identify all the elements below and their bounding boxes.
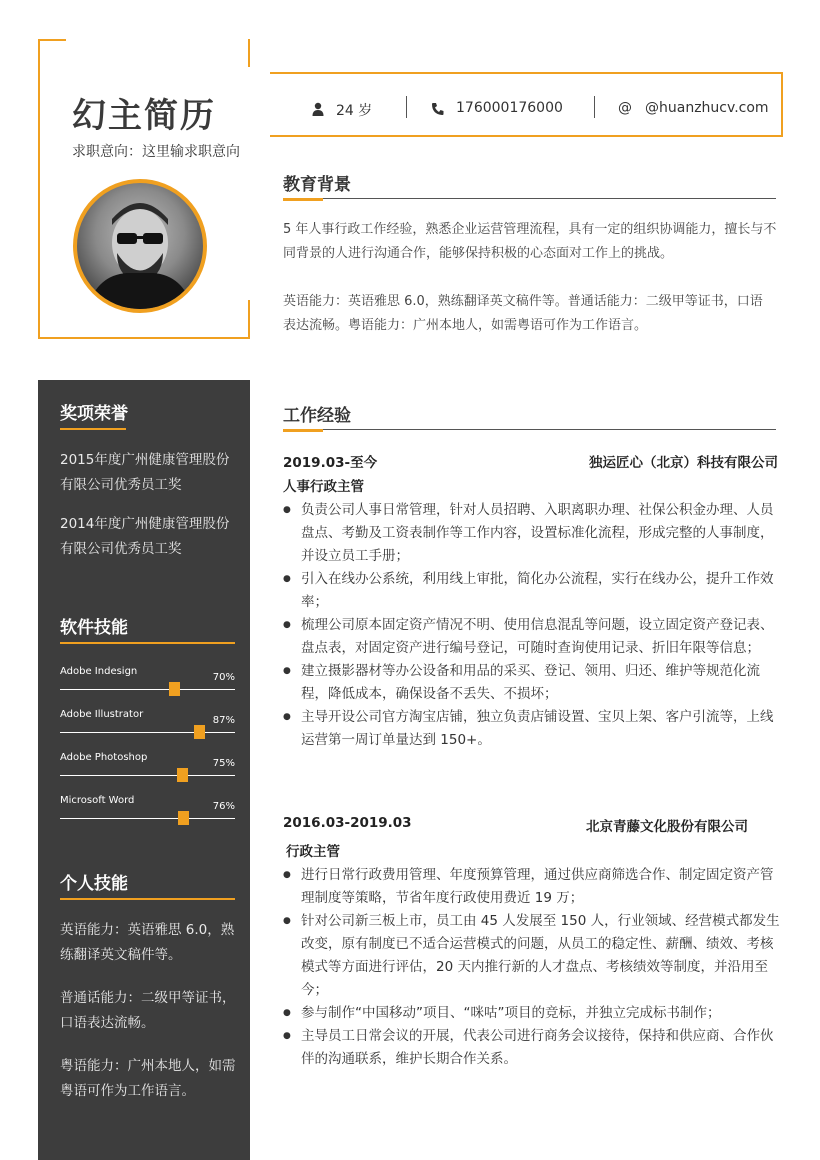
job-duty-item: ● 建立摄影器材等办公设备和用品的采买、登记、领用、归还、维护等规范化流程，降低成本，确保设备不丢失、不损坏； <box>281 660 780 706</box>
job-role: 行政主管 <box>286 844 340 860</box>
award-item: 2015年度广州健康管理股份有限公司优秀员工奖 <box>60 452 230 493</box>
job-duty-item: ● 主导员工日常会议的开展，代表公司进行商务会议接待，保持和供应商、合作伙伴的沟通联系，维护长期合作关系。 <box>281 1025 780 1071</box>
job-date: 2016.03-2019.03 <box>283 815 412 831</box>
skill-name: Adobe Photoshop <box>60 752 148 763</box>
job-duties-list <box>281 499 780 752</box>
contact-separator <box>406 96 407 118</box>
skill-name: Adobe Indesign <box>60 666 138 677</box>
avatar-portrait-icon <box>77 183 203 309</box>
skill-percent: 75% <box>212 758 235 769</box>
job-date: 2019.03-至今 <box>283 455 378 471</box>
job-duty-item: ● 主导开设公司官方淘宝店铺，独立负责店铺设置、宝贝上架、客户引流等，上线运营第一周订单量达到 150+。 <box>281 706 780 752</box>
job-duty-item: ● 梳理公司原本固定资产情况不明、使用信息混乱等问题，设立固定资产登记表、盘点表，对固定资产进行编号登记，可随时查询使用记录、折旧年限等信息； <box>281 614 780 660</box>
skill-percent: 70% <box>212 672 235 683</box>
personal-skill-item: 英语能力：英语雅思 6.0，熟练翻译英文稿件等。 <box>60 922 235 963</box>
skill-level-marker <box>169 682 180 696</box>
award-item: 2014年度广州健康管理股份有限公司优秀员工奖 <box>60 516 230 557</box>
job-duty-item: ● 负责公司人事日常管理，针对人员招聘、入职离职办理、社保公积金办理、人员盘点、考勤及工资表制作等工作内容，设置标准化流程，形成完整的人事制度，并设立员工手册； <box>281 499 780 568</box>
skill-level-marker <box>177 768 188 782</box>
contact-phone: 176000176000 <box>456 100 563 116</box>
awards-title: 奖项荣誉 <box>60 404 128 424</box>
job-company: 独运匠心（北京）科技有限公司 <box>589 455 778 471</box>
skill-track <box>60 818 235 819</box>
job-duty-item: ● 进行日常行政费用管理、年度预算管理，通过供应商筛选合作、制定固定资产管理制度等策略，节省年度行政使用费近 19 万； <box>281 864 780 910</box>
personal-title: 个人技能 <box>60 874 128 894</box>
job-duty-item: ● 针对公司新三板上市，员工由 45 人发展至 150 人，行业领域、经营模式都发生改变，原有制度已不适合运营模式的问题，从员工的稳定性、薪酬、绩效、考核模式等方面进行评估，20 天内推行新的人才盘点、考核绩效等制度，并沿用至今； <box>281 910 780 1002</box>
job-duty-item: ● 引入在线办公系统，利用线上审批，简化办公流程，实行在线办公，提升工作效率； <box>281 568 780 614</box>
job-duty-item: ● 参与制作“中国移动”项目、“咪咕”项目的竞标，并独立完成标书制作； <box>281 1002 780 1025</box>
skill-track <box>60 732 235 733</box>
skill-percent: 76% <box>212 801 235 812</box>
header-frame-right-top <box>248 39 250 67</box>
avatar <box>73 179 207 313</box>
skill-track <box>60 775 235 776</box>
person-icon <box>312 101 324 120</box>
contact-age: 24 岁 <box>336 103 373 119</box>
header-frame-right-bottom <box>248 300 250 339</box>
software-title: 软件技能 <box>60 618 128 638</box>
skill-name: Microsoft Word <box>60 795 135 806</box>
header-frame-top <box>38 39 66 41</box>
work-accent <box>283 429 323 432</box>
software-underline <box>60 642 235 644</box>
work-divider <box>283 429 776 430</box>
personal-underline <box>60 898 235 900</box>
phone-icon <box>431 101 444 120</box>
resume-name: 幻主简历 <box>72 96 216 136</box>
skill-level-marker <box>178 811 189 825</box>
skill-name: Adobe Illustrator <box>60 709 144 720</box>
job-company: 北京青藤文化股份有限公司 <box>586 819 748 835</box>
education-languages: 英语能力：英语雅思 6.0，熟练翻译英文稿件等。普通话能力：二级甲等证书，口语表达流畅。粤语能力：广州本地人，如需粤语可作为工作语言。 <box>283 294 763 333</box>
job-role: 人事行政主管 <box>283 479 364 495</box>
education-accent <box>283 198 323 201</box>
skill-level-marker <box>194 725 205 739</box>
contact-email: @huanzhucv.com <box>645 100 769 116</box>
job-duties-list <box>281 864 780 1071</box>
contact-separator <box>594 96 595 118</box>
education-divider <box>283 198 776 199</box>
education-title: 教育背景 <box>283 175 351 195</box>
at-icon: @ <box>618 100 632 116</box>
awards-underline <box>60 428 126 430</box>
personal-skill-item: 粤语能力：广州本地人，如需粤语可作为工作语言。 <box>60 1058 236 1099</box>
skill-track <box>60 689 235 690</box>
skill-percent: 87% <box>212 715 235 726</box>
education-summary: 5 年人事行政工作经验，熟悉企业运营管理流程，具有一定的组织协调能力，擅长与不同背景的人进行沟通合作，能够保持积极的心态面对工作上的挑战。 <box>283 222 777 261</box>
work-title: 工作经验 <box>283 406 351 426</box>
job-intent: 求职意向：这里输求职意向 <box>72 144 240 160</box>
personal-skill-item: 普通话能力：二级甲等证书，口语表达流畅。 <box>60 990 236 1031</box>
